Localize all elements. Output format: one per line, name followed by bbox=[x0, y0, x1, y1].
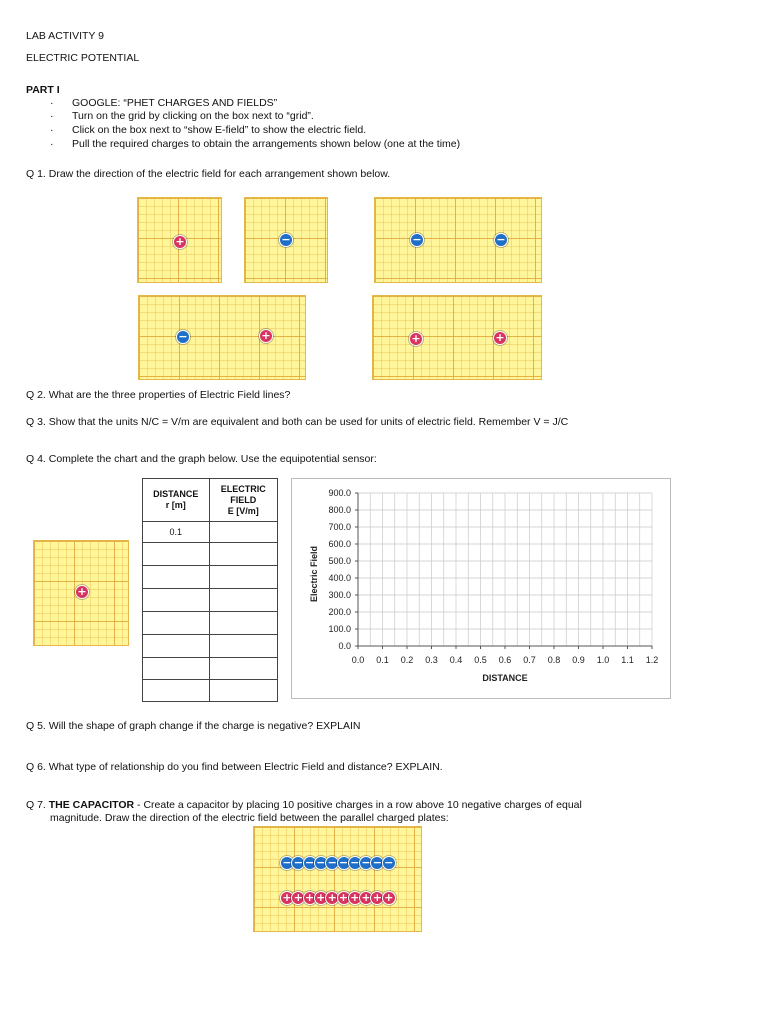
table-header-field bbox=[209, 479, 277, 522]
table-cell[interactable] bbox=[143, 612, 210, 635]
negative-charge: − bbox=[337, 856, 351, 870]
q7-label: Q 7. bbox=[26, 799, 49, 811]
table-cell[interactable] bbox=[209, 566, 277, 589]
question-2: Q 2. What are the three properties of Electric Field lines? bbox=[26, 389, 291, 401]
y-tick-label: 300.0 bbox=[328, 590, 351, 600]
table-cell[interactable] bbox=[143, 543, 210, 566]
table-row bbox=[143, 635, 278, 658]
table-row bbox=[143, 566, 278, 589]
step-2 bbox=[50, 110, 314, 123]
step-3 bbox=[50, 124, 366, 137]
x-tick-label: 0.9 bbox=[572, 655, 585, 665]
positive-charge: + bbox=[259, 329, 273, 343]
table-row bbox=[143, 543, 278, 566]
question-6: Q 6. What type of relationship do you find between Electric Field and distance? EXPLAIN. bbox=[26, 761, 443, 773]
grid-two-positives bbox=[372, 295, 542, 380]
question-4: Q 4. Complete the chart and the graph below. Use the equipotential sensor: bbox=[26, 453, 377, 465]
chart-axes bbox=[328, 488, 658, 665]
positive-charge: + bbox=[370, 891, 384, 905]
header-line: E [V/m] bbox=[227, 505, 259, 516]
y-tick-label: 700.0 bbox=[328, 522, 351, 532]
x-axis-label: DISTANCE bbox=[482, 673, 528, 683]
lab-title: LAB ACTIVITY 9 bbox=[26, 30, 105, 42]
part-heading: PART I bbox=[26, 84, 60, 96]
positive-charge: + bbox=[348, 891, 362, 905]
table-cell[interactable] bbox=[209, 658, 277, 680]
y-tick-label: 600.0 bbox=[328, 539, 351, 549]
x-tick-label: 0.2 bbox=[400, 655, 414, 665]
bullet: · bbox=[50, 138, 54, 150]
negative-charge: − bbox=[280, 856, 294, 870]
x-tick-label: 1.1 bbox=[621, 655, 634, 665]
table-row bbox=[143, 612, 278, 635]
header-line: ELECTRIC bbox=[220, 483, 266, 494]
negative-charge: − bbox=[410, 233, 424, 247]
positive-charge: + bbox=[325, 891, 339, 905]
y-tick-label: 400.0 bbox=[328, 573, 351, 583]
table-row bbox=[143, 589, 278, 612]
table-cell[interactable] bbox=[143, 680, 210, 702]
chart-grid bbox=[358, 493, 652, 646]
table-row bbox=[143, 522, 278, 543]
negative-charge: − bbox=[279, 233, 293, 247]
header-line: DISTANCE bbox=[153, 489, 199, 499]
x-tick-label: 0.5 bbox=[474, 655, 487, 665]
x-tick-label: 0.0 bbox=[351, 655, 365, 665]
positive-charge: + bbox=[493, 331, 507, 345]
question-1: Q 1. Draw the direction of the electric field for each arrangement shown below. bbox=[26, 168, 391, 180]
table-cell[interactable]: 0.1 bbox=[143, 522, 210, 543]
positive-charge: + bbox=[291, 891, 305, 905]
table-cell[interactable] bbox=[209, 543, 277, 566]
negative-charge: − bbox=[291, 856, 305, 870]
negative-charge: − bbox=[348, 856, 362, 870]
header-line: r [m] bbox=[165, 500, 186, 510]
negative-charge: − bbox=[494, 233, 508, 247]
table-cell[interactable] bbox=[209, 680, 277, 702]
electric-field-chart bbox=[292, 479, 670, 698]
x-tick-label: 1.0 bbox=[596, 655, 610, 665]
step-text: GOOGLE: “PHET CHARGES AND FIELDS” bbox=[72, 97, 278, 109]
table-cell[interactable] bbox=[143, 589, 210, 612]
x-tick-label: 0.8 bbox=[547, 655, 561, 665]
grid-two-negatives bbox=[374, 197, 542, 283]
grid-single-negative bbox=[244, 197, 328, 283]
negative-charge: − bbox=[325, 856, 339, 870]
table-cell[interactable] bbox=[209, 589, 277, 612]
x-tick-label: 1.2 bbox=[645, 655, 659, 665]
step-4 bbox=[50, 138, 460, 151]
grid-dipole bbox=[138, 295, 306, 380]
y-tick-label: 0.0 bbox=[338, 641, 351, 651]
x-tick-label: 0.7 bbox=[523, 655, 536, 665]
positive-charge: + bbox=[382, 891, 396, 905]
grid-single-positive bbox=[137, 197, 222, 283]
grid-capacitor bbox=[253, 826, 422, 932]
positive-charge: + bbox=[303, 891, 317, 905]
positive-charge: + bbox=[173, 235, 187, 249]
positive-charge: + bbox=[314, 891, 328, 905]
bullet: · bbox=[50, 124, 54, 136]
table-cell[interactable] bbox=[209, 635, 277, 658]
step-text: Turn on the grid by clicking on the box next to “grid”. bbox=[72, 110, 314, 122]
data-table bbox=[142, 478, 278, 702]
y-tick-label: 500.0 bbox=[328, 556, 351, 566]
question-5: Q 5. Will the shape of graph change if the charge is negative? EXPLAIN bbox=[26, 720, 361, 732]
table-header-row bbox=[143, 479, 278, 522]
y-tick-label: 100.0 bbox=[328, 624, 351, 634]
q7-bold-title: THE CAPACITOR bbox=[48, 799, 135, 811]
table-row bbox=[143, 658, 278, 680]
x-tick-label: 0.1 bbox=[376, 655, 389, 665]
positive-charge: + bbox=[280, 891, 294, 905]
x-tick-label: 0.4 bbox=[449, 655, 463, 665]
y-tick-label: 200.0 bbox=[328, 607, 351, 617]
negative-charge: − bbox=[314, 856, 328, 870]
grid-sensor-positive bbox=[33, 540, 129, 646]
negative-charge: − bbox=[176, 330, 190, 344]
table-cell[interactable] bbox=[143, 635, 210, 658]
table-cell[interactable] bbox=[209, 522, 277, 543]
negative-charge: − bbox=[303, 856, 317, 870]
x-tick-label: 0.6 bbox=[498, 655, 512, 665]
positive-charge: + bbox=[359, 891, 373, 905]
y-tick-label: 900.0 bbox=[328, 488, 351, 498]
table-header-distance bbox=[143, 479, 210, 522]
negative-charge: − bbox=[382, 856, 396, 870]
step-1 bbox=[50, 97, 277, 110]
question-3: Q 3. Show that the units N/C = V/m are equivalent and both can be used for units of electric field. Remember V = J/C bbox=[26, 416, 569, 428]
table-row bbox=[143, 680, 278, 702]
y-tick-label: 800.0 bbox=[328, 505, 351, 515]
y-axis-label: Electric Field bbox=[309, 545, 319, 603]
step-text: Pull the required charges to obtain the arrangements shown below (one at the time) bbox=[72, 138, 461, 150]
table-cell[interactable] bbox=[143, 658, 210, 680]
positive-charge: + bbox=[337, 891, 351, 905]
lab-subtitle: ELECTRIC POTENTIAL bbox=[26, 52, 140, 64]
q7-text: - Create a capacitor by placing 10 positive charges in a row above 10 negative charges of equal bbox=[134, 799, 582, 811]
step-text: Click on the box next to “show E-field” to show the electric field. bbox=[72, 124, 367, 136]
table-cell[interactable] bbox=[143, 566, 210, 589]
positive-charge: + bbox=[409, 332, 423, 346]
bullet: · bbox=[50, 110, 54, 122]
question-7-continued: magnitude. Draw the direction of the electric field between the parallel charged plates: bbox=[50, 812, 449, 824]
bullet: · bbox=[50, 97, 54, 109]
graph-frame bbox=[291, 478, 671, 699]
negative-charge: − bbox=[359, 856, 373, 870]
negative-charge: − bbox=[370, 856, 384, 870]
positive-charge: + bbox=[75, 585, 89, 599]
header-line: FIELD bbox=[230, 494, 257, 505]
question-7 bbox=[26, 799, 582, 812]
table-cell[interactable] bbox=[209, 612, 277, 635]
x-tick-label: 0.3 bbox=[425, 655, 438, 665]
